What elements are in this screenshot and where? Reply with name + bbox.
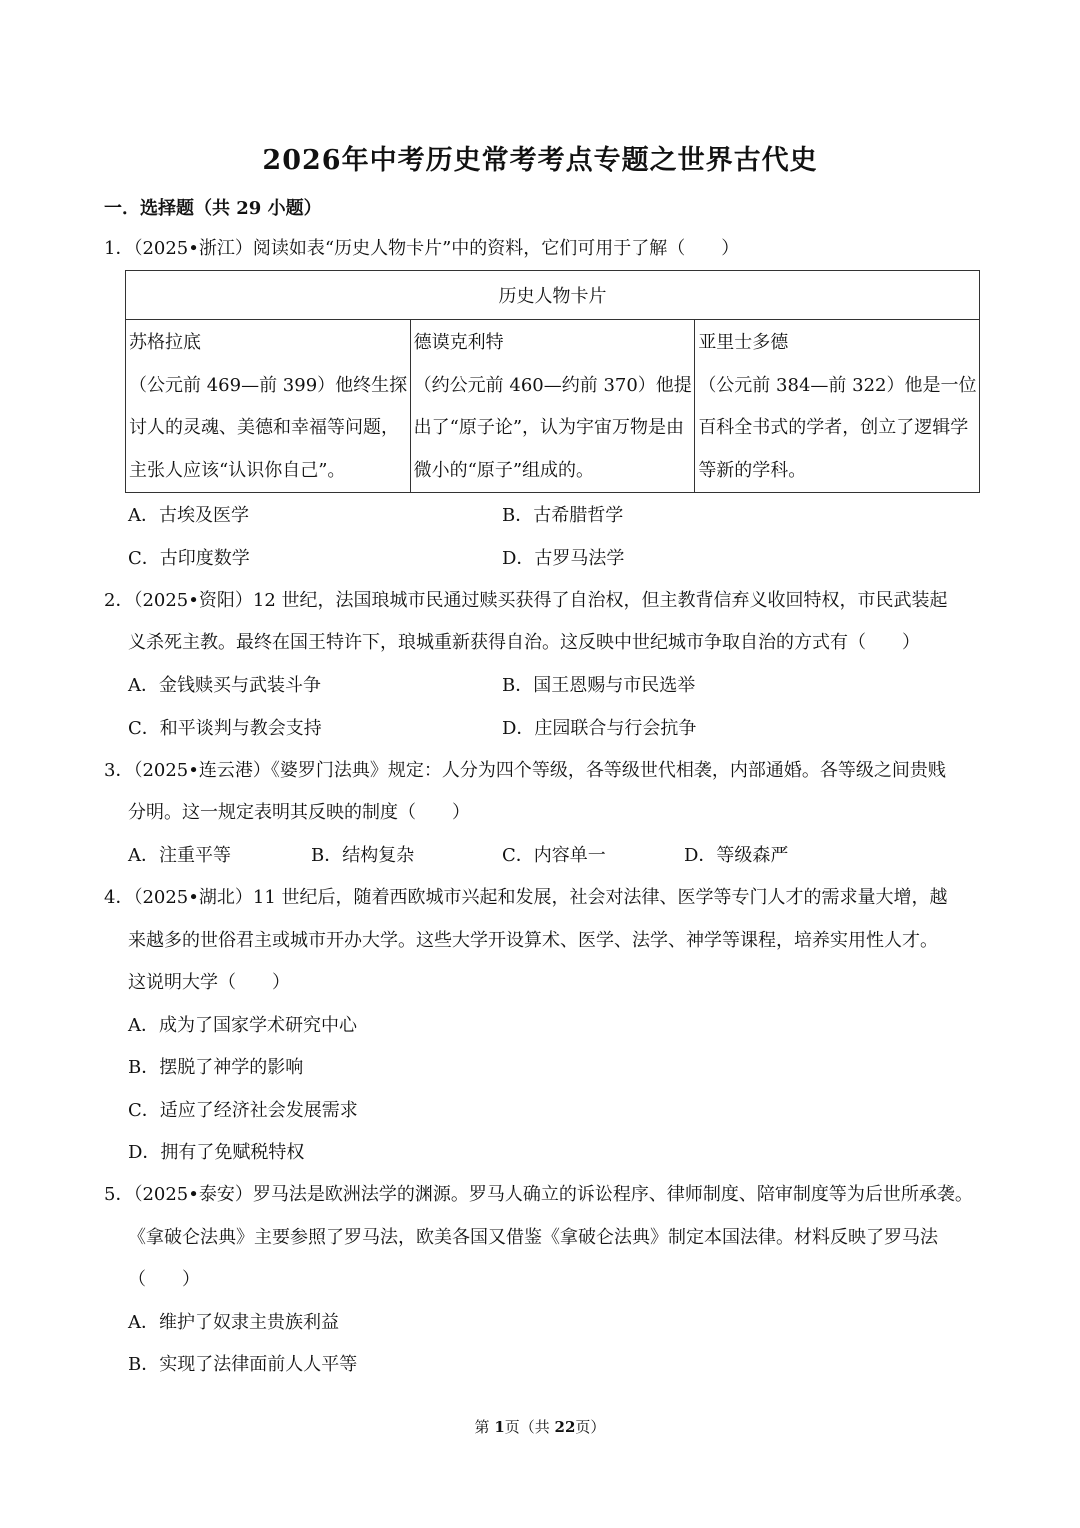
q4-option-d: D．拥有了免赋税特权	[128, 1142, 305, 1163]
q3-option-a: A．注重平等	[128, 845, 231, 866]
page-footer	[0, 1416, 1080, 1437]
q3-option-c: C．内容单一	[502, 845, 606, 866]
q4-option-b: B．摆脱了神学的影响	[128, 1057, 304, 1078]
cell-name: 亚里士多德	[698, 332, 789, 353]
question-5-line: 《拿破仑法典》主要参照了罗马法，欧美各国又借鉴《拿破仑法典》制定本国法律。材料反映了罗马法	[128, 1227, 938, 1248]
q1-option-b: B．古希腊哲学	[502, 505, 624, 526]
table-cell-democritus	[410, 320, 695, 493]
cell-line: （约公元前 460—约前 370）他提	[413, 374, 692, 396]
question-1-stem: 1．（2025•浙江）阅读如表“历史人物卡片”中的资料，它们可用于了解（ ）	[104, 238, 740, 259]
question-4-line: 这说明大学（ ）	[128, 972, 290, 993]
cell-line: （公元前 384—前 322）他是一位	[698, 374, 977, 396]
question-2-line: 义杀死主教。最终在国王特许下，琅城重新获得自治。这反映中世纪城市争取自治的方式有（ ）	[128, 632, 920, 653]
table-header: 历史人物卡片	[126, 271, 980, 320]
q5-option-b: B．实现了法律面前人人平等	[128, 1354, 358, 1375]
table-cell-socrates	[126, 320, 411, 493]
cell-line: 讨人的灵魂、美德和幸福等问题，	[129, 417, 399, 438]
table-cell-aristotle	[695, 320, 980, 493]
q1-option-a: A．古埃及医学	[128, 505, 249, 526]
cell-line: 微小的“原子”组成的。	[413, 459, 595, 481]
footer-text: 页）	[575, 1418, 606, 1436]
question-3-line: 分明。这一规定表明其反映的制度（ ）	[128, 802, 470, 823]
footer-total-pages: 22	[554, 1418, 576, 1436]
q3-option-d: D．等级森严	[684, 845, 789, 866]
cell-name: 苏格拉底	[129, 332, 201, 353]
q3-option-b: B．结构复杂	[311, 845, 415, 866]
question-3-line: 3．（2025•连云港）《婆罗门法典》规定：人分为四个等级，各等级世代相袭，内部通婚。各等级之间贵贱	[104, 760, 946, 781]
q2-option-b: B．国王恩赐与市民选举	[502, 675, 696, 696]
question-5-line: 5．（2025•泰安）罗马法是欧洲法学的渊源。罗马人确立的诉讼程序、律师制度、陪审制度等为后世所承袭。	[104, 1184, 973, 1205]
footer-page-number: 1	[494, 1418, 505, 1436]
history-figure-card-table	[125, 270, 980, 493]
q2-option-d: D．庄园联合与行会抗争	[502, 718, 697, 739]
cell-line: 主张人应该“认识你自己”。	[129, 459, 346, 481]
section-heading: 一．选择题（共 29 小题）	[104, 198, 322, 219]
q1-option-d: D．古罗马法学	[502, 548, 625, 569]
footer-text: 第	[474, 1418, 495, 1436]
q2-option-c: C．和平谈判与教会支持	[128, 718, 322, 739]
q2-option-a: A．金钱赎买与武装斗争	[128, 675, 321, 696]
cell-line: 百科全书式的学者，创立了逻辑学	[698, 417, 969, 438]
q5-option-a: A．维护了奴隶主贵族利益	[128, 1312, 339, 1333]
cell-line: 出了“原子论”，认为宇宙万物是由	[413, 417, 685, 438]
q4-option-c: C．适应了经济社会发展需求	[128, 1100, 358, 1121]
question-5-line: （ ）	[128, 1269, 200, 1290]
q1-option-c: C．古印度数学	[128, 548, 250, 569]
question-2-line: 2．（2025•资阳）12 世纪，法国琅城市民通过赎买获得了自治权，但主教背信弃义收回特权，市民武装起	[104, 590, 948, 611]
cell-name: 德谟克利特	[413, 332, 504, 353]
cell-line: （公元前 469—前 399）他终生探	[129, 374, 408, 396]
q4-option-a: A．成为了国家学术研究中心	[128, 1015, 357, 1036]
footer-text: 页（共	[504, 1418, 555, 1436]
cell-line: 等新的学科。	[698, 459, 807, 481]
page-title: 2026年中考历史常考考点专题之世界古代史	[262, 145, 818, 176]
question-4-line: 4．（2025•湖北）11 世纪后，随着西欧城市兴起和发展，社会对法律、医学等专门人才的需求量大增，越	[104, 887, 948, 908]
question-4-line: 来越多的世俗君主或城市开办大学。这些大学开设算术、医学、法学、神学等课程，培养实用性人才。	[128, 930, 938, 951]
